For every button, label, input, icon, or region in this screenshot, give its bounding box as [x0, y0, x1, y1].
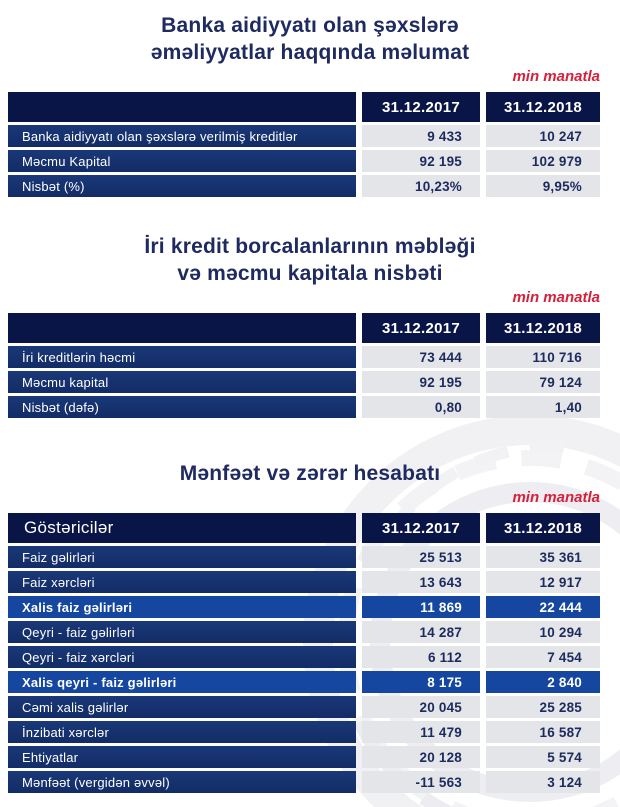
column-header-label — [8, 313, 356, 343]
row-label: Faiz gəlirləri — [8, 546, 356, 568]
row-value-2017: 25 513 — [362, 546, 480, 568]
row-value-2018: 16 587 — [486, 721, 600, 743]
report-section — [0, 12, 620, 197]
row-value-2018: 102 979 — [486, 150, 600, 172]
row-value-2018: 10 247 — [486, 125, 600, 147]
column-header-2018: 31.12.2018 — [486, 92, 600, 122]
row-label: Banka aidiyyatı olan şəxslərə verilmiş kreditlər — [8, 125, 356, 147]
row-value-2018: 5 574 — [486, 746, 600, 768]
row-value-2018: 3 124 — [486, 771, 600, 793]
row-label: Qeyri - faiz gəlirləri — [8, 621, 356, 643]
column-header-2018: 31.12.2018 — [486, 313, 600, 343]
row-label: İri kreditlərin həcmi — [8, 346, 356, 368]
row-label: Cəmi xalis gəlirlər — [8, 696, 356, 718]
row-label: Nisbət (dəfə) — [8, 396, 356, 418]
row-value-2018: 35 361 — [486, 546, 600, 568]
data-table — [8, 313, 600, 418]
data-table — [8, 513, 600, 793]
row-value-2018: 12 917 — [486, 571, 600, 593]
report-section — [0, 460, 620, 793]
row-label: Xalis qeyri - faiz gəlirləri — [8, 671, 356, 693]
section-title — [0, 460, 620, 487]
row-label: Mənfəət (vergidən əvvəl) — [8, 771, 356, 793]
row-value-2017: 6 112 — [362, 646, 480, 668]
row-value-2017: 8 175 — [362, 671, 480, 693]
row-value-2017: -11 563 — [362, 771, 480, 793]
unit-label: min manatla — [512, 489, 600, 506]
row-value-2018: 9,95% — [486, 175, 600, 197]
row-value-2018: 2 840 — [486, 671, 600, 693]
row-value-2018: 22 444 — [486, 596, 600, 618]
row-value-2017: 14 287 — [362, 621, 480, 643]
section-title-line: əməliyyatlar haqqında məlumat — [150, 41, 470, 64]
column-header-2017: 31.12.2017 — [362, 313, 480, 343]
unit-label: min manatla — [512, 68, 600, 85]
row-label: Məcmu Kapital — [8, 150, 356, 172]
row-label: Nisbət (%) — [8, 175, 356, 197]
data-table — [8, 92, 600, 197]
section-title — [0, 233, 620, 287]
section-title — [0, 12, 620, 66]
row-value-2017: 20 045 — [362, 696, 480, 718]
row-value-2017: 10,23% — [362, 175, 480, 197]
row-value-2017: 9 433 — [362, 125, 480, 147]
unit-label: min manatla — [512, 289, 600, 306]
column-header-label — [8, 92, 356, 122]
row-label: Faiz xərcləri — [8, 571, 356, 593]
row-value-2017: 73 444 — [362, 346, 480, 368]
row-value-2017: 92 195 — [362, 150, 480, 172]
column-header-2017: 31.12.2017 — [362, 92, 480, 122]
section-title-line: İri kredit borcalanlarının məbləği — [144, 235, 476, 258]
row-value-2017: 13 643 — [362, 571, 480, 593]
section-title-line: və məcmu kapitala nisbəti — [177, 262, 443, 285]
row-value-2017: 0,80 — [362, 396, 480, 418]
row-label: Ehtiyatlar — [8, 746, 356, 768]
row-label: Məcmu kapital — [8, 371, 356, 393]
section-title-line: Banka aidiyyatı olan şəxslərə — [161, 14, 459, 37]
row-value-2017: 92 195 — [362, 371, 480, 393]
column-header-2017: 31.12.2017 — [362, 513, 480, 543]
row-value-2018: 79 124 — [486, 371, 600, 393]
row-label: Xalis faiz gəlirləri — [8, 596, 356, 618]
row-value-2017: 11 869 — [362, 596, 480, 618]
row-label: Qeyri - faiz xərcləri — [8, 646, 356, 668]
row-value-2018: 25 285 — [486, 696, 600, 718]
column-header-2018: 31.12.2018 — [486, 513, 600, 543]
section-title-line: Mənfəət və zərər hesabatı — [179, 462, 441, 485]
row-label: İnzibati xərclər — [8, 721, 356, 743]
row-value-2017: 20 128 — [362, 746, 480, 768]
report-section — [0, 233, 620, 418]
row-value-2018: 1,40 — [486, 396, 600, 418]
row-value-2018: 110 716 — [486, 346, 600, 368]
row-value-2018: 10 294 — [486, 621, 600, 643]
row-value-2017: 11 479 — [362, 721, 480, 743]
column-header-label: Göstəricilər — [8, 513, 356, 543]
row-value-2018: 7 454 — [486, 646, 600, 668]
